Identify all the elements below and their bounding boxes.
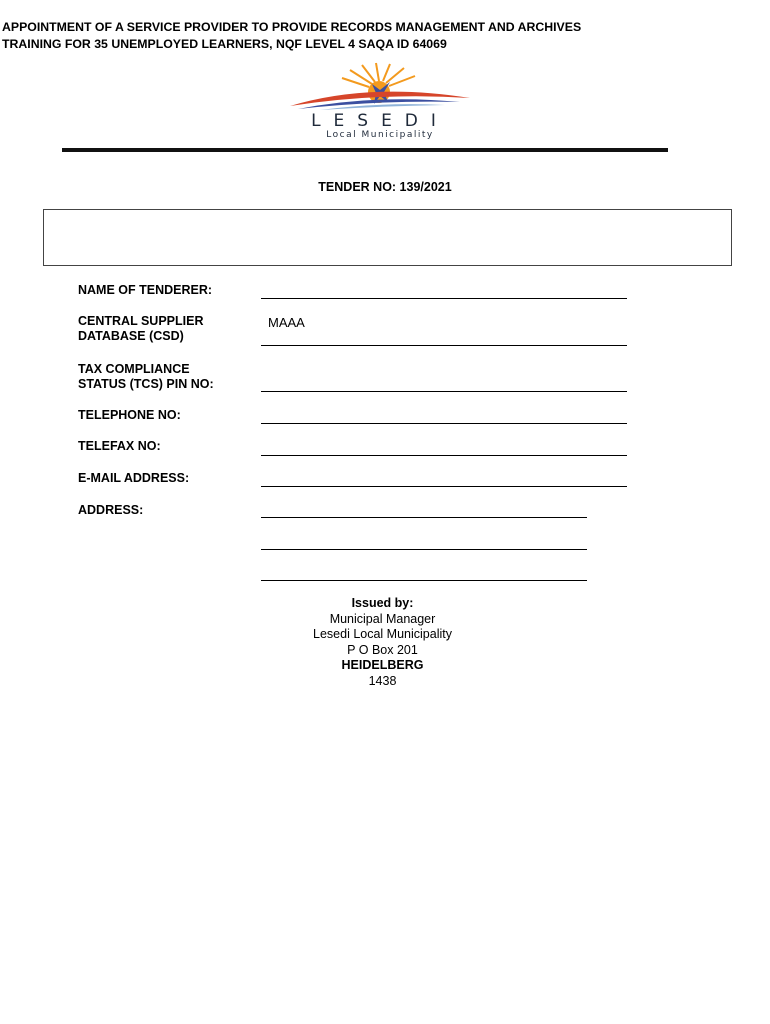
address-field-line-2[interactable] [261,549,587,550]
logo-wordmark: LESEDI [311,111,449,131]
issued-by-line-4: HEIDELBERG [341,658,424,672]
header-divider [62,148,668,152]
issued-by-line-3: P O Box 201 [347,642,418,657]
name-of-tenderer-label: NAME OF TENDERER: [78,283,213,297]
tender-title-line-2: TRAINING FOR 35 UNEMPLOYED LEARNERS, NQF LEVEL 4 SAQA ID 64069 [2,37,447,51]
telephone-field[interactable] [261,423,627,424]
telephone-label: TELEPHONE NO: [78,408,181,422]
address-field-line-3[interactable] [261,580,587,581]
email-field[interactable] [261,486,627,487]
tender-number: TENDER NO: 139/2021 [318,180,452,194]
csd-value: MAAA [268,315,305,330]
address-field-line-1[interactable] [261,517,587,518]
lesedi-logo [280,62,480,144]
issued-by-heading: Issued by: [351,596,414,610]
csd-field[interactable] [261,345,627,346]
email-label: E-MAIL ADDRESS: [78,471,190,485]
telefax-label: TELEFAX NO: [78,439,161,453]
address-label: ADDRESS: [78,503,144,517]
name-of-tenderer-field[interactable] [261,298,627,299]
title-box [43,209,732,266]
issued-by-block [0,596,765,689]
issued-by-line-1: Municipal Manager [329,611,436,626]
csd-label: CENTRAL SUPPLIER DATABASE (CSD) [78,314,204,343]
logo-subtitle: Local Municipality [326,130,434,140]
issued-by-line-5: 1438 [368,673,397,688]
tcs-pin-field[interactable] [261,391,627,392]
tender-title-line-1: APPOINTMENT OF A SERVICE PROVIDER TO PROVIDE RECORDS MANAGEMENT AND ARCHIVES [2,20,582,34]
tender-title [2,19,692,53]
issued-by-line-2: Lesedi Local Municipality [313,627,452,641]
telefax-field[interactable] [261,455,627,456]
tcs-pin-label: TAX COMPLIANCE STATUS (TCS) PIN NO: [78,362,214,391]
